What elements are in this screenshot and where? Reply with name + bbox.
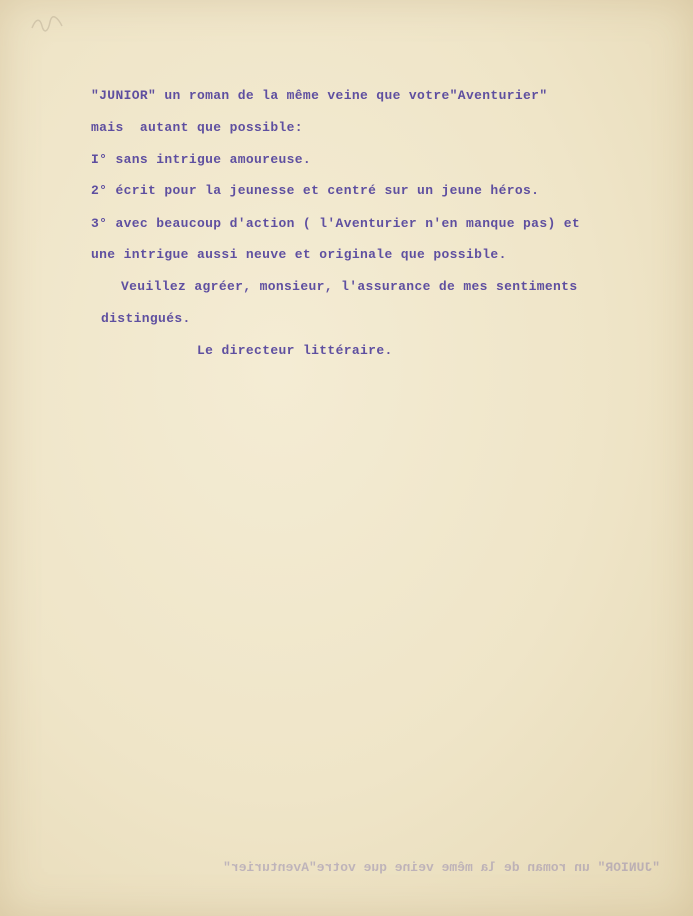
letter-line-3: I° sans intrigue amoureuse. xyxy=(91,152,312,167)
letter-line-1: "JUNIOR" un roman de la même veine que votre"Aventurier" xyxy=(91,88,548,103)
closing-line-continued: distingués. xyxy=(101,311,191,326)
signature-title: Le directeur littéraire. xyxy=(197,343,393,358)
bleed-through-text: "JUNIOR" un roman de la même veine que votre"Aventurier" xyxy=(223,860,660,875)
pencil-scribble-mark xyxy=(30,14,64,34)
closing-line: Veuillez agréer, monsieur, l'assurance de mes sentiments xyxy=(121,279,578,294)
letter-line-2: mais autant que possible: xyxy=(91,120,303,135)
letter-line-4: 2° écrit pour la jeunesse et centré sur un jeune héros. xyxy=(91,183,540,198)
letter-line-6: une intrigue aussi neuve et originale que possible. xyxy=(91,247,507,262)
letter-line-5: 3° avec beaucoup d'action ( l'Aventurier n'en manque pas) et xyxy=(91,216,581,231)
